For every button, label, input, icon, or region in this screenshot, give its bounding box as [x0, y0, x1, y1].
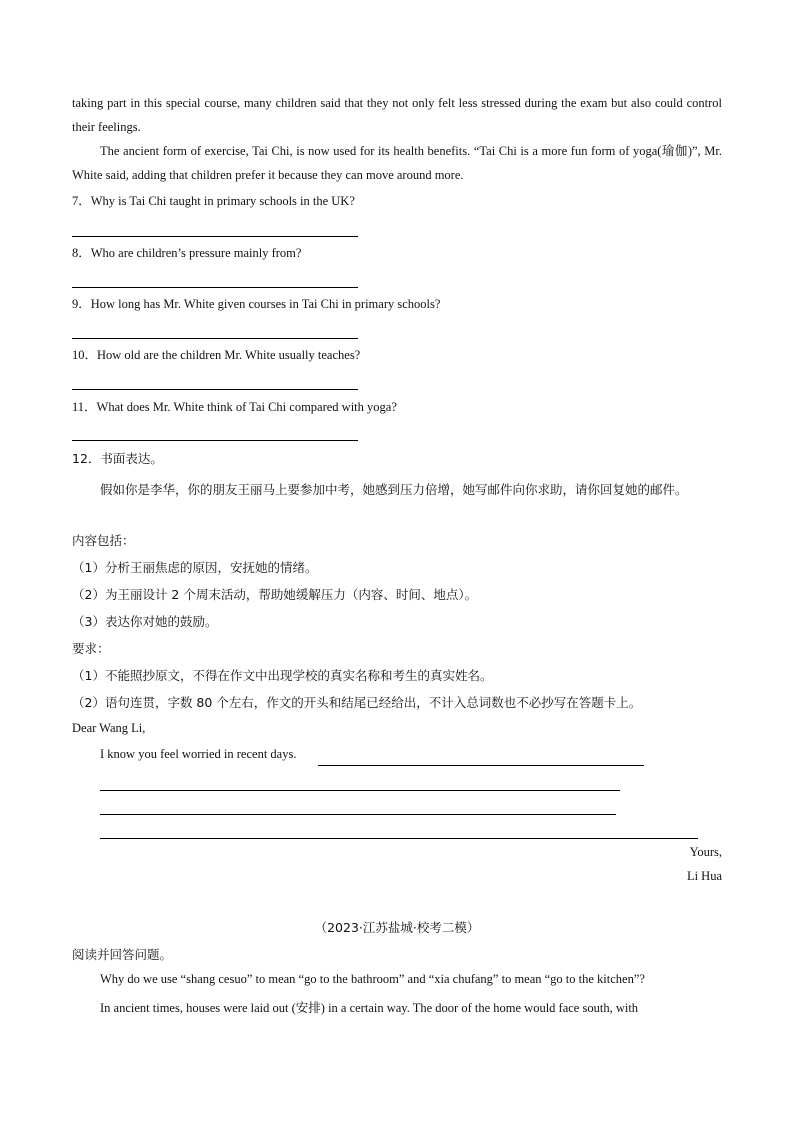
- writing-line-4[interactable]: [100, 838, 698, 839]
- question-11: 11．What does Mr. White think of Tai Chi compared with yoga?: [72, 400, 397, 414]
- writing-line-1[interactable]: [318, 765, 644, 766]
- answer-line-11[interactable]: [72, 440, 358, 441]
- writing-line-3[interactable]: [100, 814, 616, 815]
- section-instruction: 阅读并回答问题。: [72, 947, 173, 962]
- section-line-2: In ancient times, houses were laid out (安排) in a certain way. The door of the home would face south, with: [100, 1001, 639, 1015]
- letter-signature: Li Hua: [686, 869, 722, 883]
- answer-line-8[interactable]: [72, 287, 358, 288]
- content-item-1: （1）分析王丽焦虑的原因，安抚她的情绪。: [72, 560, 318, 575]
- writing-line-2[interactable]: [100, 790, 620, 791]
- question-9: 9．How long has Mr. White given courses in Tai Chi in primary schools?: [72, 297, 441, 311]
- letter-opening: I know you feel worried in recent days.: [100, 747, 297, 761]
- content-item-2: （2）为王丽设计 2 个周末活动，帮助她缓解压力（内容、时间、地点）。: [72, 587, 478, 602]
- question-10: 10．How old are the children Mr. White usually teaches?: [72, 348, 361, 362]
- content-label: 内容包括：: [72, 533, 135, 548]
- requirements-label: 要求：: [72, 641, 110, 656]
- passage-paragraph-tai-chi: The ancient form of exercise, Tai Chi, is now used for its health benefits. “Tai Chi is a more fun form of yoga(瑜伽)”, Mr. White said, adding that children prefer it because they can move around more.: [72, 144, 722, 182]
- letter-salutation: Dear Wang Li,: [72, 721, 146, 735]
- letter-closing: Yours,: [689, 845, 722, 859]
- answer-line-7[interactable]: [72, 236, 358, 237]
- section-line-1: Why do we use “shang cesuo” to mean “go to the bathroom” and “xia chufang” to mean “go to the kitchen”?: [100, 972, 645, 986]
- answer-line-10[interactable]: [72, 389, 358, 390]
- question-8: 8．Who are children’s pressure mainly from?: [72, 246, 302, 260]
- section-source: （2023·江苏盐城·校考二模）: [314, 920, 480, 935]
- requirement-item-1: （1）不能照抄原文，不得在作文中出现学校的真实名称和考生的真实姓名。: [72, 668, 493, 683]
- requirement-item-2: （2）语句连贯，字数 80 个左右，作文的开头和结尾已经给出，不计入总词数也不必抄写在答题卡上。: [72, 695, 642, 710]
- writing-heading: 12．书面表达。: [72, 451, 163, 466]
- question-7: 7．Why is Tai Chi taught in primary schools in the UK?: [72, 194, 355, 208]
- content-item-3: （3）表达你对她的鼓励。: [72, 614, 218, 629]
- writing-prompt: 假如你是李华，你的朋友王丽马上要参加中考，她感到压力倍增，她写邮件向你求助，请你回复她的邮件。: [100, 482, 688, 497]
- answer-line-9[interactable]: [72, 338, 358, 339]
- passage-paragraph-continued: taking part in this special course, many children said that they not only felt less stressed during the exam but also could control their feelings.: [72, 96, 722, 134]
